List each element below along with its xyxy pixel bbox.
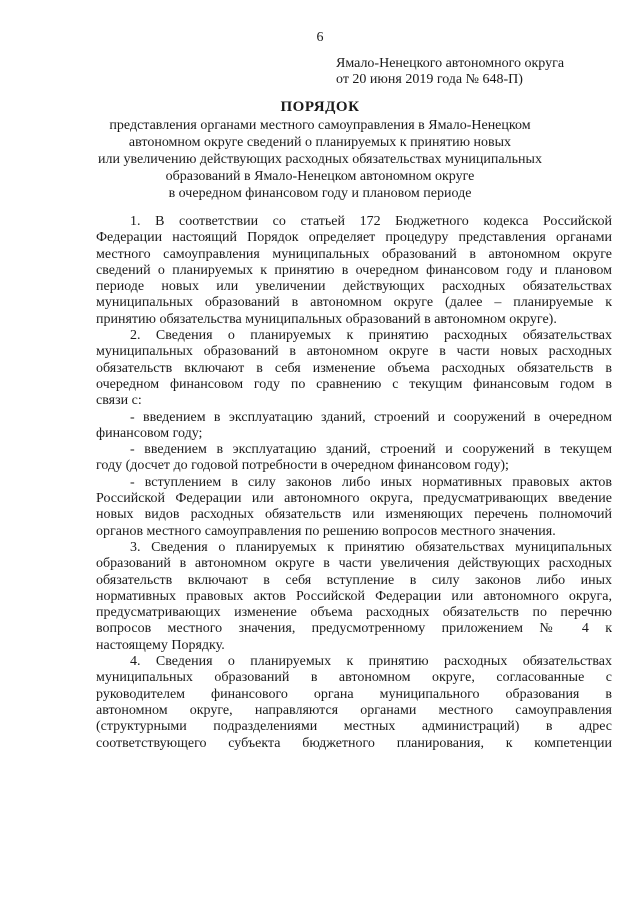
text-line: 3. Сведения о планируемых к принятию обязательствах муниципальных bbox=[130, 539, 612, 555]
text-line: Российской Федерации или автономного округа, предусматривающих введение bbox=[96, 491, 612, 507]
text-line: муниципальных образований в автономном округе, согласованные с bbox=[96, 670, 612, 686]
paragraph-4 bbox=[96, 654, 612, 752]
text-line: новых видов расходных обязательств или изменяющих перечень полномочий bbox=[96, 507, 612, 523]
document-title: ПОРЯДОК bbox=[280, 99, 360, 115]
text-line: местного самоуправления муниципальных образований в автономном округе bbox=[96, 246, 612, 262]
text-line: вопросов местного значения, предусмотренному приложением № 4 к bbox=[96, 621, 612, 637]
subtitle-line: представления органами местного самоуправления в Ямало-Ненецком bbox=[109, 118, 531, 133]
page-number: 6 bbox=[316, 30, 324, 45]
subtitle-line: образований в Ямало-Ненецком автономном округе bbox=[165, 169, 475, 184]
subtitle-line: автономном округе сведений о планируемых к принятию новых bbox=[128, 135, 512, 150]
text-line: 4. Сведения о планируемых к принятию расходных обязательствах bbox=[130, 654, 612, 670]
subtitle-line: в очередном финансовом году и плановом периоде bbox=[168, 186, 472, 201]
text-line: (структурными подразделениями местных администраций) в адрес bbox=[96, 719, 612, 735]
text-line: финансовом году; bbox=[96, 425, 203, 441]
text-line: настоящему Порядку. bbox=[96, 637, 225, 653]
subtitle-line: или увеличению действующих расходных обязательствах муниципальных bbox=[98, 152, 542, 167]
list-item bbox=[96, 442, 612, 475]
text-line: периоде новых или увеличении действующих расходных обязательствах bbox=[96, 279, 612, 295]
text-line: обязательств включают в себя вступление в силу законов либо иных bbox=[96, 572, 612, 588]
paragraph-3 bbox=[96, 540, 612, 654]
text-line: году (досчет до годовой потребности в очередном финансовом году); bbox=[96, 458, 509, 474]
text-line: сведений о планируемых к принятию в очередном финансовом году и плановом bbox=[96, 262, 612, 278]
text-line: соответствующего субъекта бюджетного планирования, к компетенции bbox=[96, 735, 612, 751]
text-line: - введением в эксплуатацию зданий, строений и сооружений в очередном bbox=[130, 409, 612, 425]
text-line: муниципальных образований в автономном округе (далее – планируемые к bbox=[96, 295, 612, 311]
text-line: принятию обязательства муниципальных образований в автономном округе). bbox=[96, 311, 557, 327]
text-line: автономном округе, направляются органами местного самоуправления bbox=[96, 702, 612, 718]
document-subtitle bbox=[60, 117, 580, 202]
text-line: органов местного самоуправления по решению вопросов местного значения. bbox=[96, 523, 556, 539]
header-line: от 20 июня 2019 года № 648-П) bbox=[336, 72, 523, 87]
list-item bbox=[96, 410, 612, 443]
text-line: нормативных правовых актов Российской Федерации или автономного округа, bbox=[96, 588, 612, 604]
list-item bbox=[96, 475, 612, 540]
text-line: 1. В соответствии со статьей 172 Бюджетного кодекса Российской bbox=[130, 214, 612, 229]
document-body bbox=[96, 214, 612, 752]
text-line: руководителем финансового органа муниципального образования в bbox=[96, 686, 612, 702]
text-line: образований в автономном округе в части увеличения действующих расходных bbox=[96, 556, 612, 572]
text-line: очередном финансовом году по сравнению с текущим финансовым годом в bbox=[96, 376, 612, 392]
text-line: - введением в эксплуатацию зданий, строений и сооружений в текущем bbox=[130, 442, 612, 458]
paragraph-1 bbox=[96, 214, 612, 328]
text-line: 2. Сведения о планируемых к принятию расходных обязательствах bbox=[130, 328, 612, 344]
text-line: муниципальных образований в автономном округе в части новых расходных bbox=[96, 344, 612, 360]
text-line: связи с: bbox=[96, 393, 142, 409]
header-line: Ямало-Ненецкого автономного округа bbox=[336, 56, 565, 71]
text-line: Федерации настоящий Порядок определяет процедуру представления органами bbox=[96, 230, 612, 246]
text-line: предусматривающих изменение объема расходных обязательств по перечню bbox=[96, 605, 612, 621]
paragraph-2 bbox=[96, 328, 612, 409]
text-line: - вступлением в силу законов либо иных нормативных правовых актов bbox=[130, 474, 612, 490]
appendix-header bbox=[336, 56, 626, 88]
text-line: обязательств включают в себя изменение объема расходных обязательств в bbox=[96, 360, 612, 376]
